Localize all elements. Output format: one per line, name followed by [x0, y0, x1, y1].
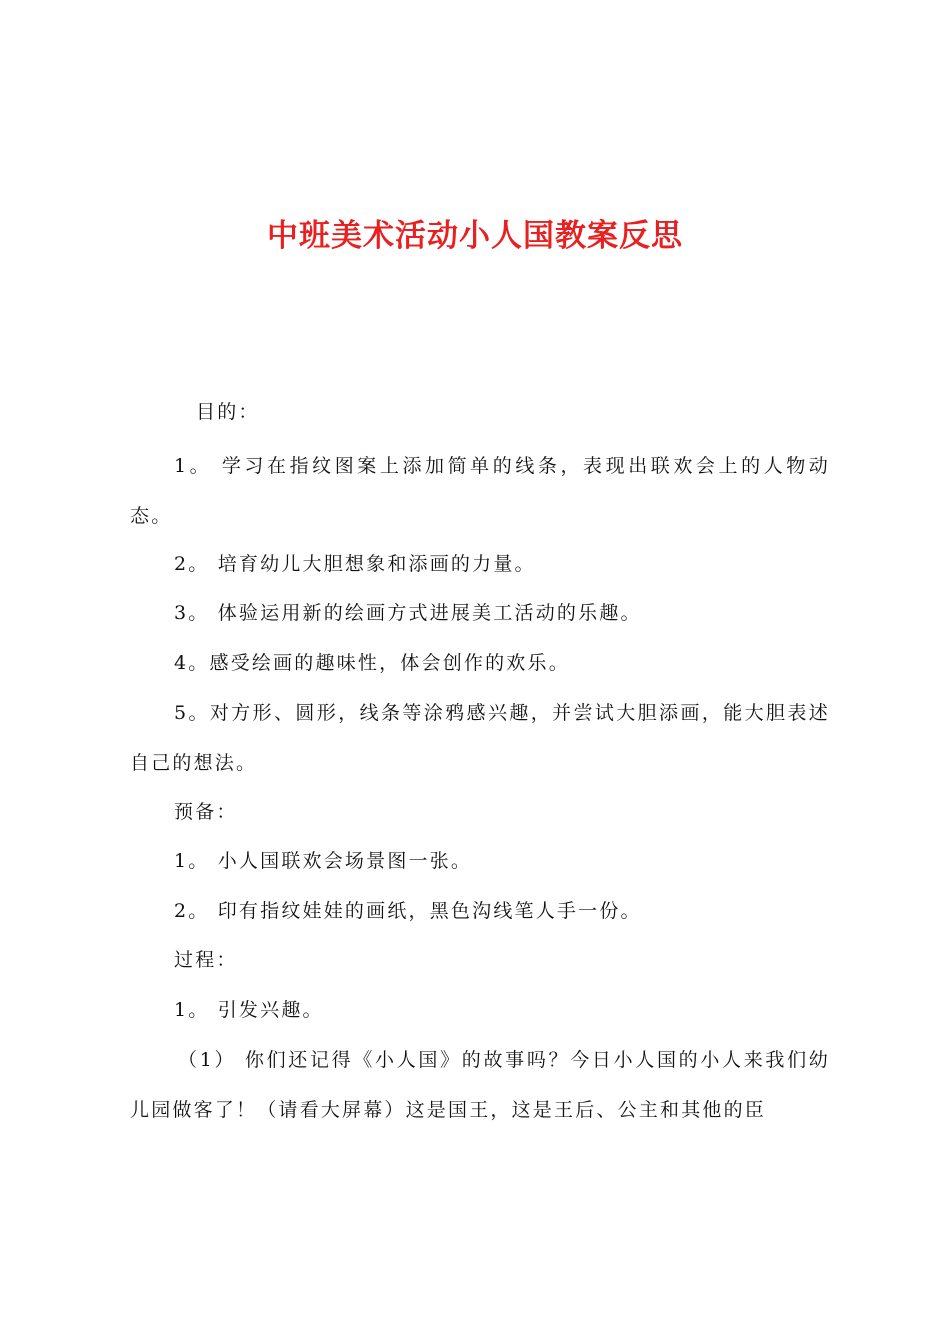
preparation-item-2: 2。 印有指纹娃娃的画纸，黑色沟线笔人手一份。 [174, 900, 642, 922]
goal-item-5: 5。对方形、圆形，线条等涂鸦感兴趣，并尝试大胆添画，能大胆表述自己的想法。 [130, 702, 830, 774]
section-heading-goals: 目的： [196, 401, 260, 423]
document-title: 中班美术活动小人国教案反思 [267, 218, 683, 254]
section-heading-process: 过程： [174, 949, 238, 971]
goal-item-1: 1。 学习在指纹图案上添加简单的线条，表现出联欢会上的人物动态。 [130, 455, 830, 527]
section-heading-preparation: 预备： [174, 801, 238, 823]
goal-item-2: 2。 培育幼儿大胆想象和添画的力量。 [174, 553, 536, 575]
goal-item-4: 4。感受绘画的趣味性，体会创作的欢乐。 [174, 652, 570, 674]
process-step-1-sub-1: （1） 你们还记得《小人国》的故事吗？今日小人国的小人来我们幼儿园做客了！（请看大屏幕）这是国王，这是王后、公主和其他的臣 [130, 1049, 830, 1121]
process-step-1: 1。 引发兴趣。 [174, 999, 324, 1021]
preparation-item-1: 1。 小人国联欢会场景图一张。 [174, 850, 473, 872]
goal-item-3: 3。 体验运用新的绘画方式进展美工活动的乐趣。 [174, 602, 642, 624]
